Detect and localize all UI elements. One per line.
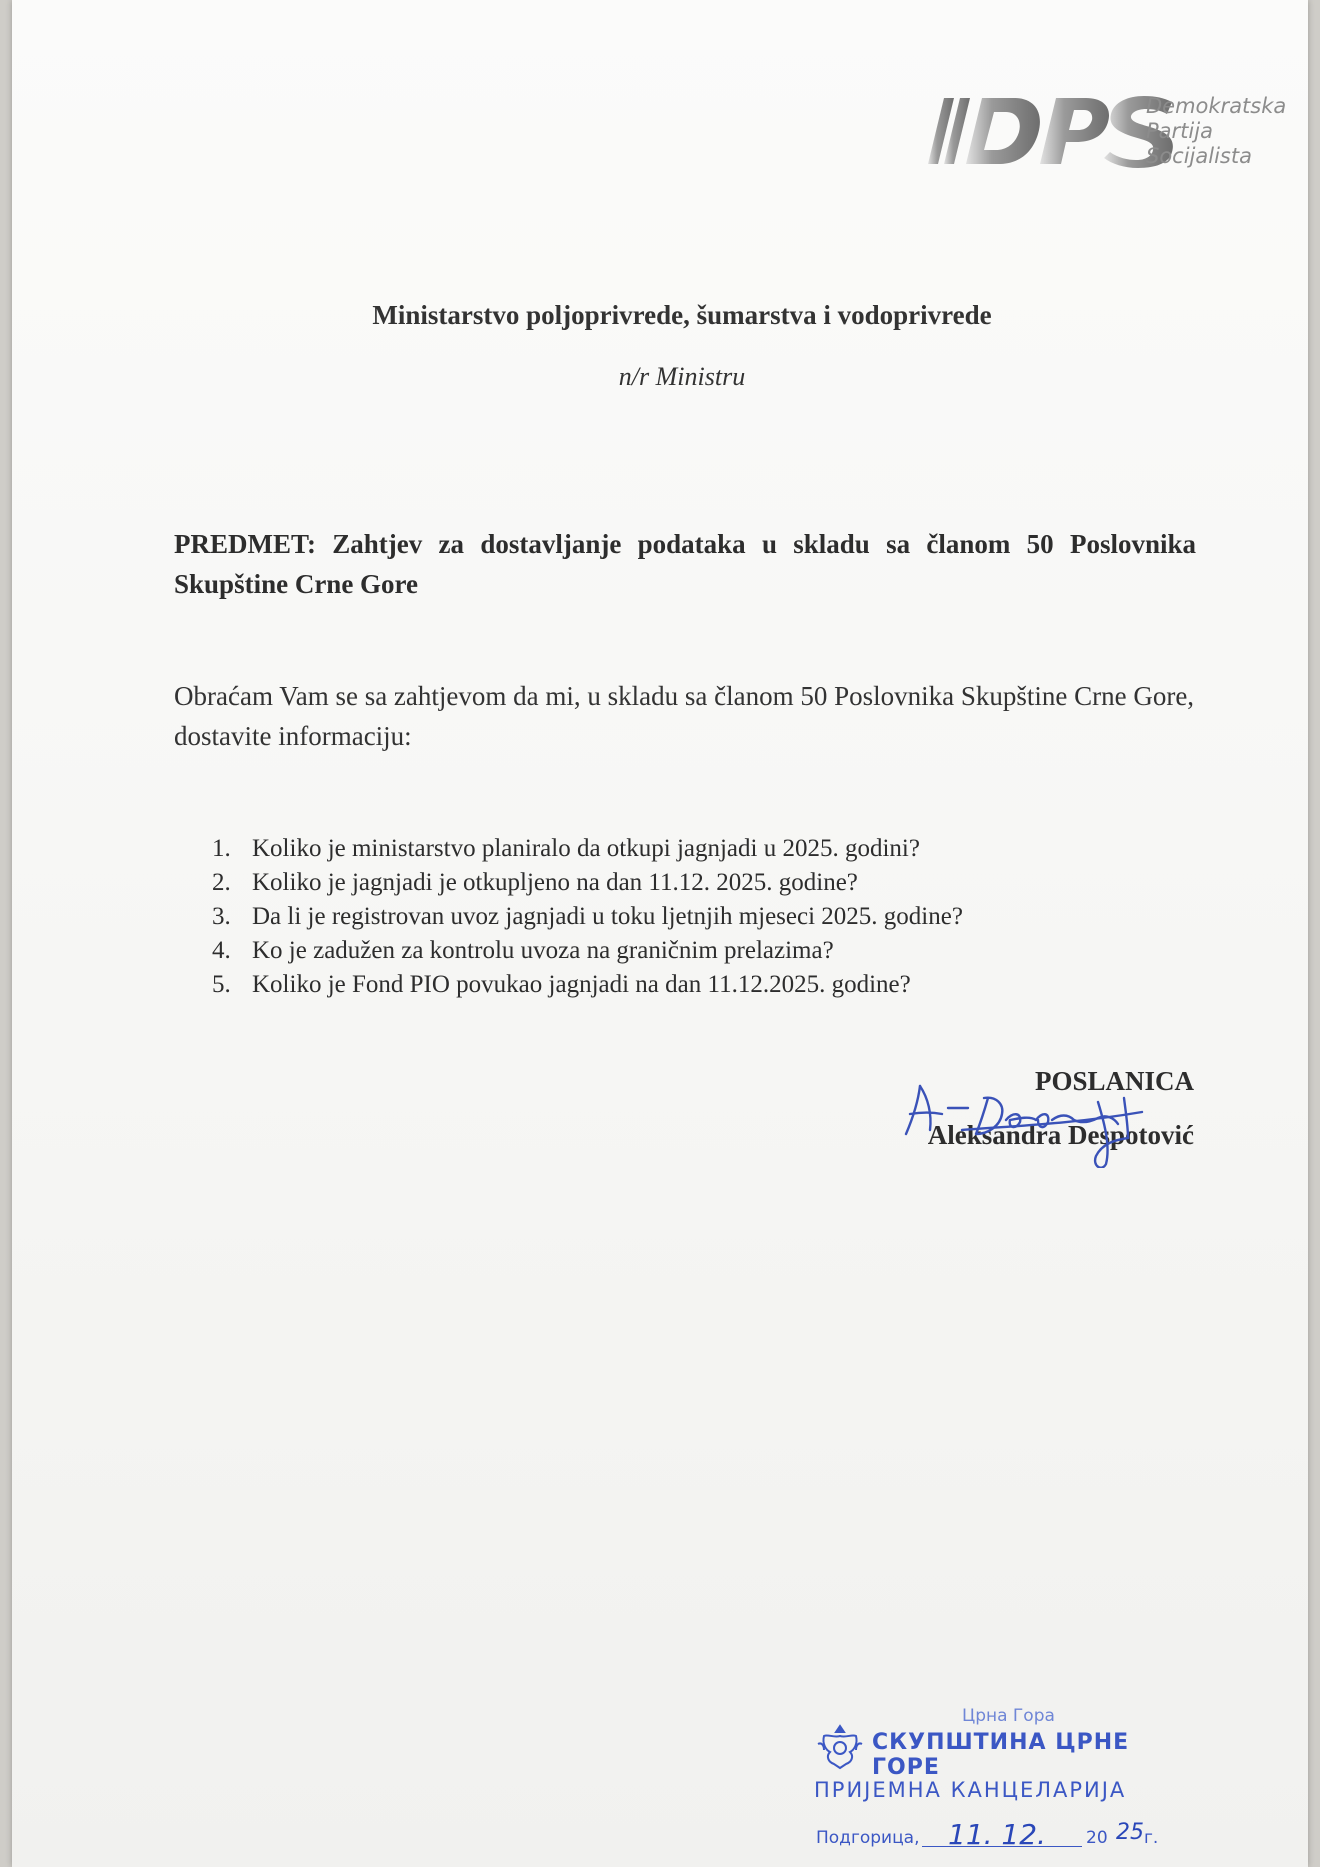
crest-icon — [814, 1720, 866, 1772]
list-item: 5. Koliko je Fond PIO povukao jagnjadi na dan 11.12.2025. godine? — [212, 971, 911, 998]
stamp-place: Подгорица, — [816, 1828, 920, 1848]
subject-line: PREDMET: Zahtjev za dostavljanje podataka u skladu sa članom 50 Poslovnika Skupštine Crne Gore — [174, 529, 1196, 599]
list-item: 2. Koliko je jagnjadi je otkupljeno na dan 11.12. 2025. godine? — [212, 869, 858, 896]
stamp-year-prefix: 20 — [1086, 1828, 1108, 1848]
logo-line-3: Socijalista — [1146, 144, 1252, 168]
stamp-year-suffix: г. — [1144, 1828, 1159, 1848]
stamp-institution: СКУПШТИНА ЦРНЕ ГОРЕ — [872, 1730, 1130, 1780]
attention-line: n/r Ministru — [618, 362, 746, 391]
stamp-year-handwritten: 25 — [1116, 1820, 1144, 1845]
question-list — [212, 832, 1172, 1002]
reception-stamp — [808, 1700, 1188, 1865]
signer-title: POSLANICA — [1034, 1066, 1194, 1096]
list-item: 1. Koliko je ministarstvo planiralo da otkupi jagnjadi u 2025. godini? — [212, 835, 920, 862]
handwritten-signature — [892, 1068, 1192, 1168]
recipient-heading: Ministarstvo poljoprivrede, šumarstva i vodoprivrede — [372, 300, 992, 330]
list-item: 3. Da li je registrovan uvoz jagnjadi u toku ljetnjih mjeseci 2025. godine? — [212, 903, 963, 930]
document-page — [12, 0, 1308, 1867]
logo-line-1: Demokratska — [1146, 94, 1287, 118]
logo-line-2: Partija — [1146, 119, 1213, 143]
logo-wordmark — [1146, 94, 1286, 169]
stamp-country: Црна Гора — [962, 1706, 1055, 1726]
stamp-office: ПРИЈЕМНА КАНЦЕЛАРИЈА — [814, 1778, 1127, 1802]
signer-name: Aleksandra Despotović — [927, 1120, 1194, 1150]
list-item: 4. Ko je zadužen za kontrolu uvoza na graničnim prelazima? — [212, 937, 834, 964]
intro-paragraph: Obraćam Vam se sa zahtjevom da mi, u skladu sa članom 50 Poslovnika Skupštine Crne Gore, dostavite informaciju: — [174, 681, 1195, 751]
stamp-date-handwritten: 11. 12. — [948, 1818, 1046, 1851]
